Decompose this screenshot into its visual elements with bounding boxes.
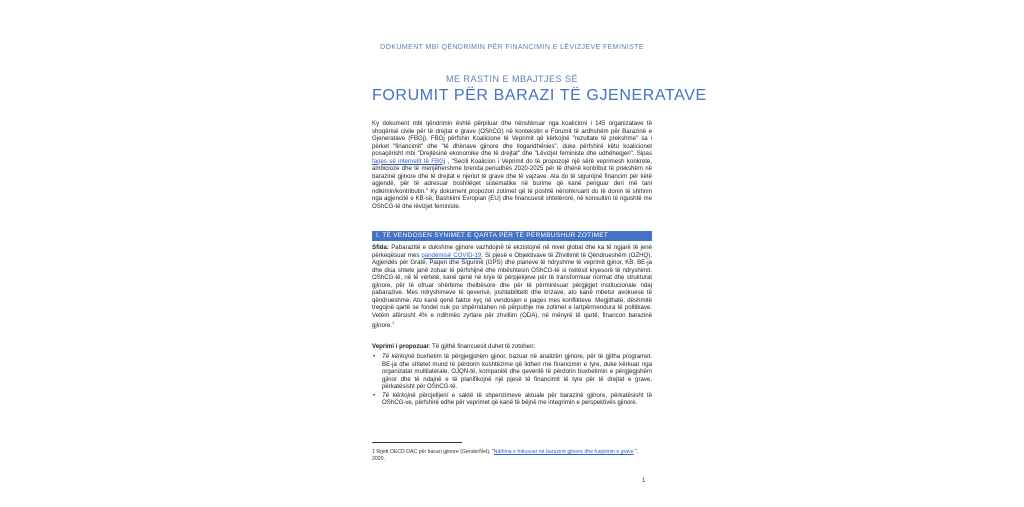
footnote — [372, 449, 652, 462]
action-list — [372, 353, 652, 408]
page-number: 1 — [642, 478, 646, 484]
document-kicker: DOKUMENT MBI QËNDRIMIN PËR FINANCIMIN E LËVIZJEVE FEMINISTE — [380, 44, 644, 51]
footnote-text-continued: ", 2020. — [372, 449, 639, 462]
section-heading: I. TË VENDOSEN SYNIMET E QARTA PËR TË PËRMBUSHUR ZOTIMET — [372, 231, 652, 241]
intro-text: Ky dokument mbi qëndrimin është përpiluar dhe nënshkruar nga koalicioni i 145 organizatave të shoqërisë civile për të drejtat e grave (OShCG) në kontekstin e Forumit të ardhshëm për Barazinë e Gjeneratave (FBGj). FBGj përfshin Koalicione të Veprimit që kërkojnë "rezultate të prekshme" sa i përket "financimit" dhe "të dhënave gjinore dhe llogaridhënies", duke përfshirë këtu koalicionet posaçërisht mbi "Drejtësinë ekonomike dhe të drejtat" dhe "Lëvizjet feministe dhe udhëheqjen". Sipas — [372, 120, 652, 157]
covid-link[interactable]: pandemisë COVID-19 — [421, 251, 482, 259]
bullet-icon: • — [373, 353, 376, 360]
approach-paragraph — [372, 343, 652, 351]
challenge-text: Pabarazitë e dukshme gjinore vazhdojnë të ekzistojnë në nivel global dhe ka të ngjarë të jenë përkeqësuar mes — [372, 244, 652, 259]
fbgj-website-link[interactable]: faqes së internetit të FBGj — [372, 157, 446, 165]
list-item — [372, 392, 652, 407]
approach-label: Veprimi i propozuar — [372, 343, 429, 350]
intro-text-continued: , "Secili Koalicion i Veprimit do të propozojë një sërë veprimesh konkrete, ambicioze dhe të menjëhershme brenda periudhës 2020-2025 për të dhënë kontribut të prekshëm në barazinë gjinore dhe të drejtat e njeriut të grave dhe të vajzave. Ata do të sigurojnë financim për këtë agjendë, për të adresuar boshllëqet sistematike në burime që kanë penguar deri më tani ndikimin/kontributin." Ky dokument propozon zotimet që të poshtë nënshkruarit do të donin të shihnin nga agjencitë e KB-së, Bashkimi Evropian (EU) dhe financuesit shtetërorë, në konsultim të ngushtë me OShCG-të dhe lëvizjet feministe. — [372, 157, 652, 210]
approach-text: : Të gjithë financuesit duhet të zotohen: — [428, 343, 536, 350]
challenge-paragraph — [372, 244, 652, 330]
footnote-text: 1 Rrjeti OECD DAC për barazi gjinore (GenderNet), " — [372, 449, 494, 455]
document-page — [360, 0, 707, 507]
footnote-link[interactable]: Ndihma e fokusuar në barazinë gjinore dhe fuqizimin e grave — [493, 449, 634, 455]
footnote-divider — [372, 442, 462, 443]
list-item-text: buxhetim të përgjegjshëm gjinor, bazuar në analizën gjinore, për të gjitha programet. BE-ja dhe shtetet mund të përdorin kushtëzime që lidhen me financimin e tyre, duke kërkuar nga organizatat multilaterale, OJQN-të, kompanitë dhe qeveritë të përdorin buxhetimin e përgjegjshëm gjinor dhe të ndajnë e të planifikojnë një pjesë të financimit të tyre për të drejtat e grave, përkatësisht për OShCG-të. — [382, 353, 652, 390]
list-item-emphasis: Të kërkojnë — [382, 353, 415, 360]
document-title: FORUMIT PËR BARAZI TË GJENERATAVE — [372, 87, 707, 104]
document-subtitle: ME RASTIN E MBAJTJES SË — [445, 74, 579, 84]
footnote-ref[interactable]: 1 — [392, 320, 395, 325]
list-item-text: përcjelljen/ e saktë të shpenzimeve aktuale për barazinë gjinore, përkatësisht të OShCG-ve, përfshirë edhe për veprimet që kanë të bëjnë me integrimin e perspektivës gjinore. — [382, 391, 653, 406]
list-item-emphasis: Të kërkojnë — [382, 391, 416, 399]
bullet-icon: • — [373, 391, 376, 399]
list-item — [372, 353, 652, 391]
intro-paragraph — [372, 120, 652, 210]
challenge-text-continued: . Si pjesë e Objektivave të Zhvillimit të Qëndrueshëm (OZHQ), Agjendës për Gratë, Paqen dhe Sigurinë (GPS) dhe planeve të ndryshme të veprimit gjinor, KB, BE-ja dhe disa shtete janë zotuar të përfshijnë dhe mbështesin OShCG-të si nxitësit kryesorë të ndryshimit. OShCG-të, në të vërtetë, kanë qenë në krye të përpjekjeve për të transformuar normat dhe strukturat gjinore, për të ofruar shërbime thelbësore dhe për të përmirësuar përgjigjet institucionale ndaj pabarazive. Mes ndryshimeve të qeverisë, joshtabilitetit dhe krizave, ato kanë mbetur avokuese të qëndrueshme. Ato kanë qenë faktor kyç në vendosjen e paqes mes konflikteve. Megjithatë, dëshmitë tregojnë qartë se fondet nuk po shpërndahen në përputhje me zotimet e lartpërmendura të politikave. Vetëm afërsisht 4% e ndihmës zyrtare për zhvillim (ODA), në mënyrë të qartë, financon barazinë gjinore. — [372, 251, 652, 330]
challenge-label: Sfida: — [372, 244, 389, 251]
